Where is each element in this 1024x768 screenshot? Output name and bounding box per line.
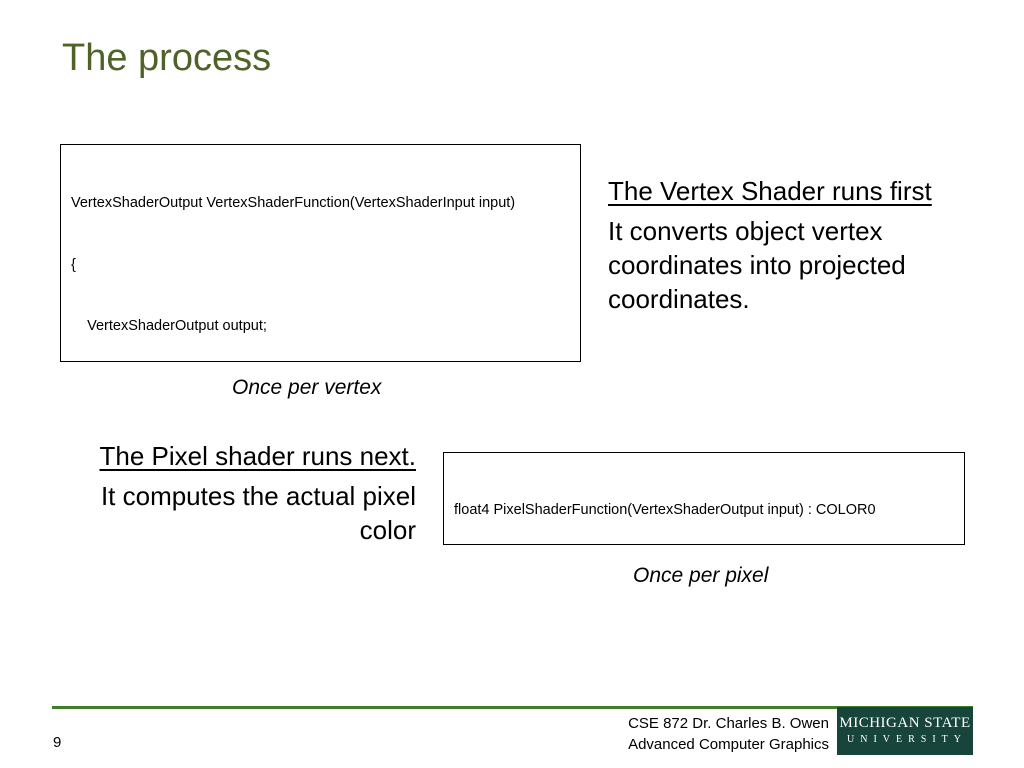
vertex-shader-heading: The Vertex Shader runs first — [608, 176, 932, 206]
footer-subject: Advanced Computer Graphics — [628, 736, 829, 753]
vertex-caption: Once per vertex — [232, 376, 382, 399]
vertex-shader-body: It converts object vertex coordinates into projected coordinates. — [608, 216, 906, 314]
pixel-caption: Once per pixel — [633, 564, 769, 587]
pixel-shader-code-box — [443, 452, 965, 545]
vertex-shader-description — [608, 174, 1008, 316]
slide-title: The process — [62, 37, 272, 79]
code-line: VertexShaderOutput VertexShaderFunction(VertexShaderInput input) — [71, 195, 516, 211]
page-number: 9 — [53, 734, 62, 751]
logo-line-1: MICHIGAN STATE — [839, 715, 971, 731]
pixel-shader-heading: The Pixel shader runs next. — [99, 441, 416, 471]
vertex-shader-code-box — [60, 144, 581, 362]
pixel-shader-body: It computes the actual pixel color — [100, 481, 416, 545]
code-line: { — [71, 256, 76, 273]
university-logo — [837, 707, 973, 755]
code-line: VertexShaderOutput output; — [71, 318, 267, 334]
footer-credit — [628, 713, 829, 755]
code-line: float4 PixelShaderFunction(VertexShaderOutput input) : COLOR0 — [454, 502, 876, 518]
footer-divider — [52, 706, 973, 709]
footer-course: CSE 872 Dr. Charles B. Owen — [628, 715, 829, 732]
logo-line-2: UNIVERSITY — [847, 734, 967, 745]
pixel-shader-description — [40, 439, 416, 547]
